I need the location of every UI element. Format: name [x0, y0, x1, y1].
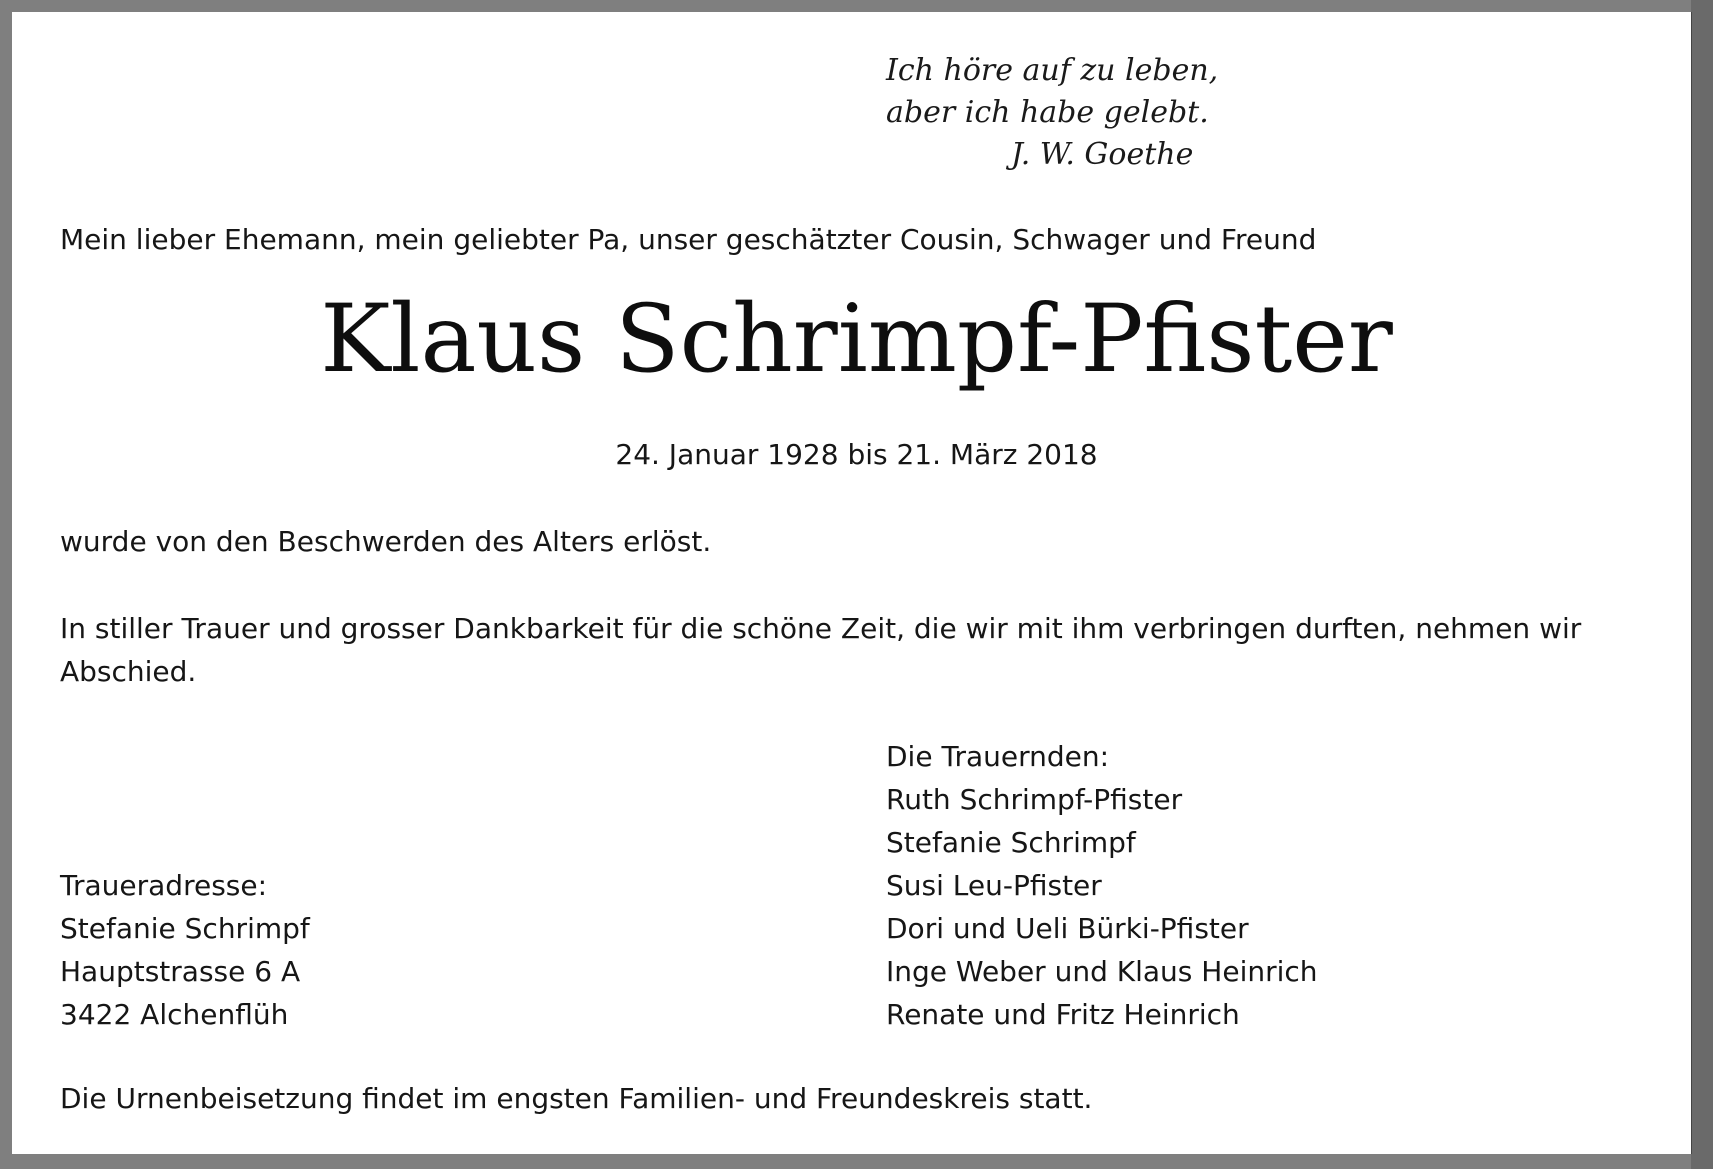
- mourners-list: [886, 735, 1318, 1036]
- farewell-text: [60, 607, 1670, 693]
- quote-line-1: Ich höre auf zu leben,: [886, 53, 1219, 88]
- farewell-line-1: In stiller Trauer und grosser Dankbarkeit für die schöne Zeit, die wir mit ihm verbringen durften, nehmen wir: [60, 612, 1582, 645]
- quote-author: J. W. Goethe: [1011, 137, 1194, 172]
- mourners-heading: Die Trauernden:: [886, 740, 1110, 773]
- goethe-quote: [886, 50, 1218, 176]
- mourner-name: Inge Weber und Klaus Heinrich: [886, 955, 1318, 988]
- mourning-address: [60, 864, 310, 1036]
- mourner-name: Stefanie Schrimpf: [886, 826, 1136, 859]
- mourner-name: Dori und Ueli Bürki-Pfister: [886, 912, 1249, 945]
- page-edge-shadow: [1691, 0, 1713, 1169]
- quote-line-2: aber ich habe gelebt.: [886, 95, 1209, 130]
- address-line: Stefanie Schrimpf: [60, 912, 310, 945]
- address-heading: Traueradresse:: [60, 869, 268, 902]
- deceased-name: Klaus Schrimpf-Pfister: [320, 285, 1393, 394]
- address-line: 3422 Alchenflüh: [60, 998, 289, 1031]
- mourner-name: Susi Leu-Pfister: [886, 869, 1102, 902]
- life-dates: 24. Januar 1928 bis 21. März 2018: [615, 438, 1098, 471]
- burial-note: Die Urnenbeisetzung findet im engsten Familien- und Freundeskreis statt.: [60, 1082, 1093, 1115]
- relief-text: wurde von den Beschwerden des Alters erlöst.: [60, 525, 712, 558]
- mourner-name: Renate und Fritz Heinrich: [886, 998, 1240, 1031]
- intro-text: Mein lieber Ehemann, mein geliebter Pa, unser geschätzter Cousin, Schwager und Freund: [60, 223, 1317, 256]
- address-line: Hauptstrasse 6 A: [60, 955, 301, 988]
- mourner-name: Ruth Schrimpf-Pfister: [886, 783, 1183, 816]
- farewell-line-2: Abschied.: [60, 655, 197, 688]
